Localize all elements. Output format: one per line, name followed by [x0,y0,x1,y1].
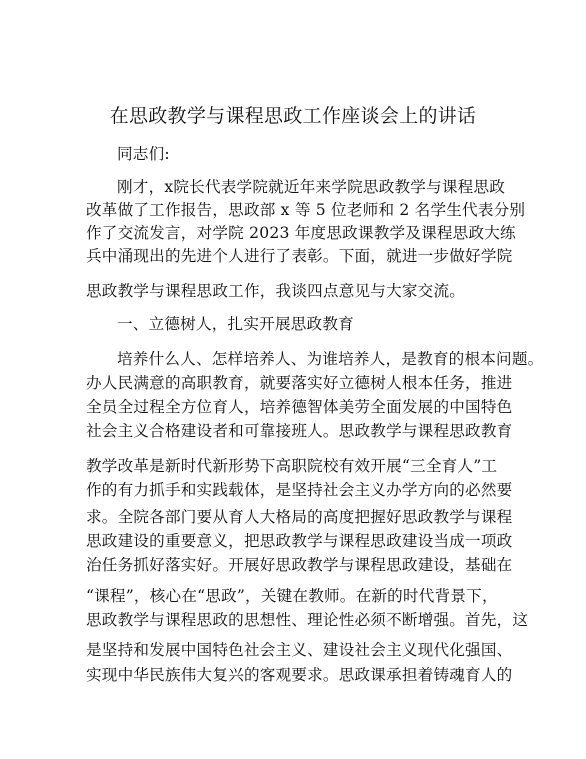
paragraph-line: 改革做了工作报告，思政部 x 等 5 位老师和 2 名学生代表分别 [86,201,526,219]
salutation: 同志们: [117,145,170,163]
section-line: 治任务抓好落实好。开展好思政教学与课程思政建设，基础在 [86,556,513,574]
section-line: “课程”，核心在“思政”，关键在教师。在新的时代背景下， [86,587,498,605]
document-title: 在思政教学与课程思政工作座谈会上的讲话 [109,105,477,127]
section-line: 办人民满意的高职教育，就要落实好立德树人根本任务，推进 [86,374,513,392]
section-line: 作的有力抓手和实践载体，是坚持社会主义办学方向的必然要 [86,481,513,499]
paragraph-line: 思政教学与课程思政工作，我谈四点意见与大家交流。 [86,282,466,300]
paragraph-line: 作了交流发言，对学院 2023 年度思政课教学及课程思政大练 [86,224,516,242]
section-line: 全员全过程全方位育人，培养德智体美劳全面发展的中国特色 [86,398,513,416]
section-line: 思政建设的重要意义，把思政教学与课程思政建设当成一项政 [86,532,513,550]
section-line: 实现中华民族伟大复兴的客观要求。思政课承担着铸魂育人的 [86,666,513,684]
section-line: 思政教学与课程思政的思想性、理论性必须不断增强。首先，这 [86,611,529,629]
paragraph-line: 刚才，x院长代表学院就近年来学院思政教学与课程思政 [117,178,506,196]
section-line: 是坚持和发展中国特色社会主义、建设社会主义现代化强国、 [86,641,513,659]
section-line: 教学改革是新时代新形势下高职院校有效开展“三全育人”工 [86,457,498,475]
paragraph-line: 兵中涌现出的先进个人进行了表彰。下面，就进一步做好学院 [86,247,513,265]
section-line: 社会主义合格建设者和可靠接班人。思政教学与课程思政教育 [86,422,513,440]
section-heading: 一、立德树人，扎实开展思政教育 [117,315,354,333]
section-line: 求。全院各部门要从育人大格局的高度把握好思政教学与课程 [86,508,513,526]
section-line: 培养什么人、怎样培养人、为谁培养人，是教育的根本问题。 [117,350,544,368]
